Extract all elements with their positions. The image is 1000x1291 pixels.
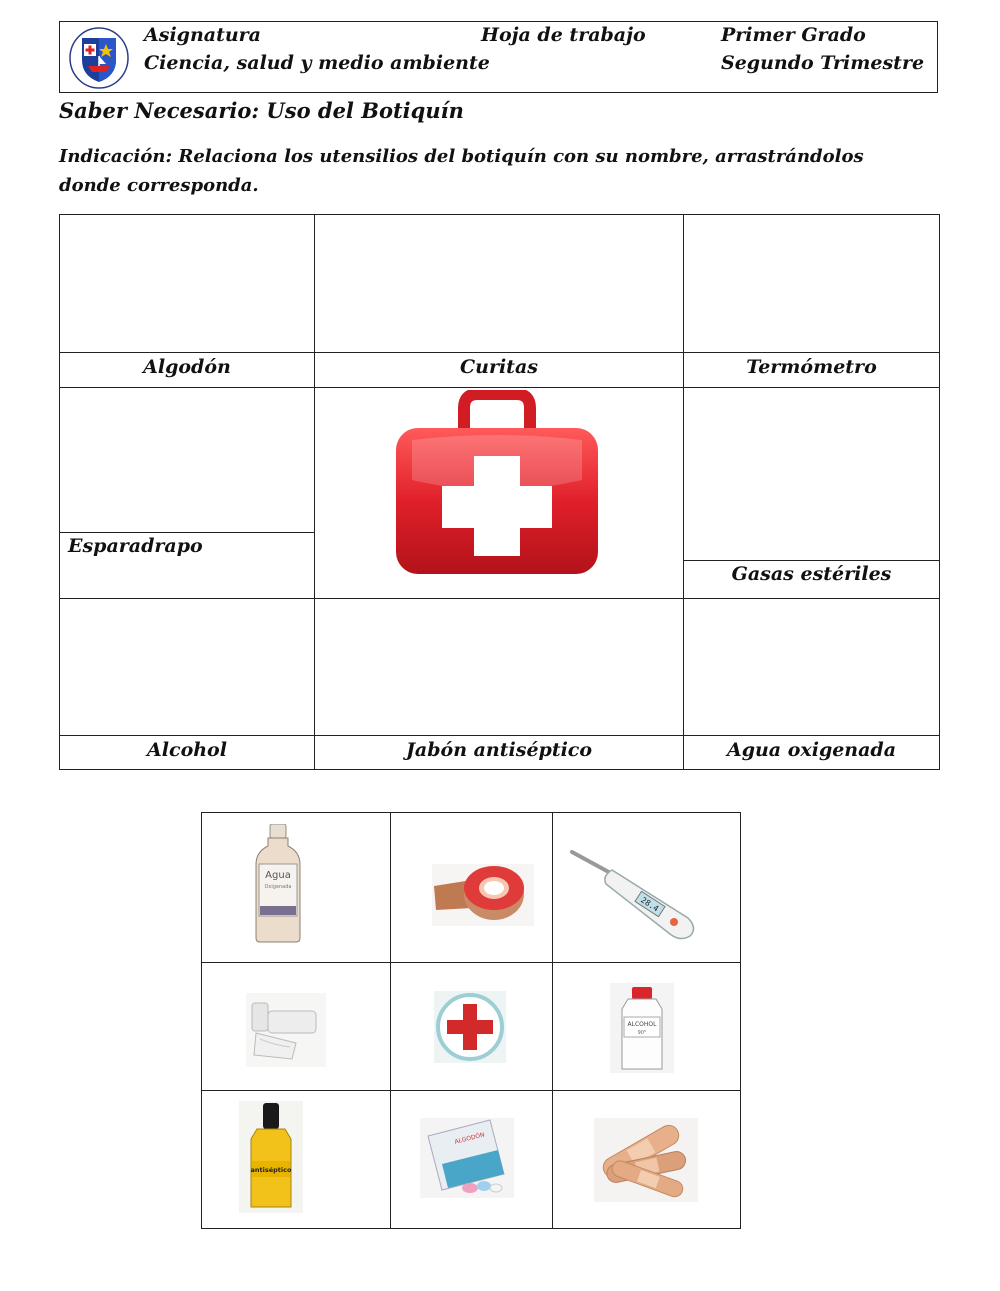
alcohol-bottle-text: ALCOHOL: [627, 1021, 657, 1028]
label-alcohol: Alcohol: [147, 739, 227, 761]
drop-zone-agua[interactable]: [684, 599, 939, 735]
drop-zone-termometro[interactable]: [684, 215, 939, 352]
term: Segundo Trimestre: [721, 52, 925, 74]
label-algodon: Algodón: [143, 356, 231, 378]
label-curitas: Curitas: [460, 356, 538, 378]
antiseptic-soap-bottle-icon[interactable]: [239, 1101, 303, 1213]
school-logo: [68, 26, 130, 90]
page-title: Saber Necesario: Uso del Botiquín: [59, 98, 464, 123]
alcohol-bottle-icon[interactable]: [610, 983, 674, 1073]
drop-zone-gasas[interactable]: [684, 388, 939, 560]
tape-roll-icon[interactable]: [432, 864, 534, 926]
label-gasas: Gasas estériles: [731, 563, 892, 585]
instruction-text: Indicación: Relaciona los utensilios del botiquín con su nombre, arrastrándolos donde corresponda.: [59, 146, 864, 196]
band-aids-icon[interactable]: [594, 1118, 698, 1202]
label-jabon: Jabón antiséptico: [405, 739, 593, 761]
drop-zone-jabon[interactable]: [315, 599, 683, 735]
cotton-pack-icon[interactable]: [420, 1118, 514, 1198]
label-agua: Agua oxigenada: [726, 739, 897, 761]
alcohol-bottle-subtext: 90°: [637, 1030, 647, 1036]
label-termometro: Termómetro: [746, 356, 877, 378]
red-cross-icon[interactable]: [434, 991, 506, 1063]
drop-zone-curitas[interactable]: [315, 215, 683, 352]
subject-label: Asignatura: [144, 24, 261, 46]
agua-bottle-text: Agua: [265, 870, 291, 881]
header-box: [59, 21, 938, 93]
soap-bottle-text: antiséptico: [250, 1166, 292, 1174]
subject-value: Ciencia, salud y medio ambiente: [144, 52, 490, 74]
thermometer-reading: 28.4: [639, 895, 661, 914]
grade: Primer Grado: [721, 24, 866, 46]
hydrogen-peroxide-bottle-icon[interactable]: [254, 824, 302, 944]
cotton-pack-text: ALGODÓN: [453, 1131, 486, 1146]
agua-bottle-subtext: Oxigenada: [264, 884, 292, 890]
first-aid-kit-icon: [392, 390, 602, 578]
drop-zone-alcohol[interactable]: [60, 599, 314, 735]
drop-zone-esparadrapo[interactable]: [60, 388, 314, 532]
gauze-rolls-icon[interactable]: [246, 993, 326, 1067]
thermometer-icon[interactable]: [568, 846, 698, 942]
label-esparadrapo: Esparadrapo: [68, 535, 203, 557]
drop-zone-algodon[interactable]: [60, 215, 314, 352]
sheet-type: Hoja de trabajo: [481, 24, 646, 46]
